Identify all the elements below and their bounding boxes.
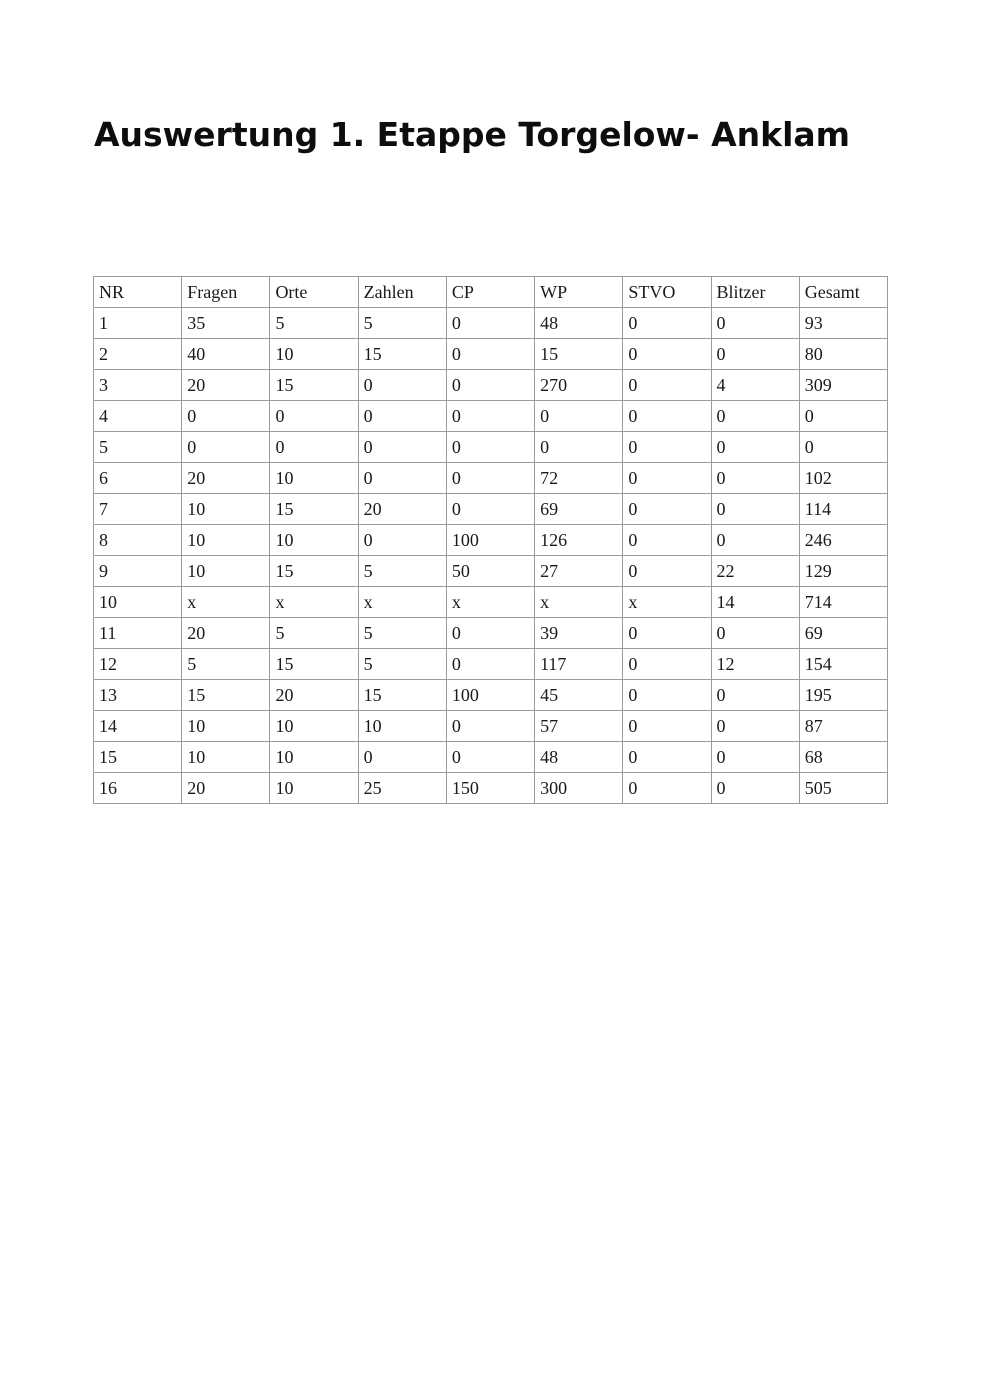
cell-stvo: 0 <box>623 432 711 463</box>
cell-wp: 126 <box>535 525 623 556</box>
cell-blitzer: 0 <box>711 463 799 494</box>
cell-blitzer: 0 <box>711 494 799 525</box>
cell-wp: 69 <box>535 494 623 525</box>
header-cp: CP <box>446 277 534 308</box>
cell-zahlen: 25 <box>358 773 446 804</box>
cell-gesamt: 93 <box>799 308 887 339</box>
cell-gesamt: 195 <box>799 680 887 711</box>
cell-stvo: 0 <box>623 339 711 370</box>
cell-wp: 72 <box>535 463 623 494</box>
cell-orte: 10 <box>270 711 358 742</box>
cell-blitzer: 0 <box>711 401 799 432</box>
cell-fragen: 20 <box>182 463 270 494</box>
cell-wp: 270 <box>535 370 623 401</box>
cell-cp: 0 <box>446 370 534 401</box>
cell-stvo: 0 <box>623 711 711 742</box>
cell-fragen: 40 <box>182 339 270 370</box>
cell-zahlen: x <box>358 587 446 618</box>
cell-fragen: 10 <box>182 711 270 742</box>
table-row <box>94 339 888 370</box>
cell-cp: 0 <box>446 711 534 742</box>
cell-blitzer: 14 <box>711 587 799 618</box>
cell-fragen: x <box>182 587 270 618</box>
header-stvo: STVO <box>623 277 711 308</box>
cell-nr: 3 <box>94 370 182 401</box>
cell-wp: 0 <box>535 432 623 463</box>
table-row <box>94 680 888 711</box>
cell-zahlen: 5 <box>358 556 446 587</box>
cell-fragen: 10 <box>182 525 270 556</box>
cell-zahlen: 5 <box>358 308 446 339</box>
cell-orte: 10 <box>270 773 358 804</box>
cell-nr: 13 <box>94 680 182 711</box>
cell-cp: 100 <box>446 525 534 556</box>
cell-zahlen: 15 <box>358 339 446 370</box>
cell-blitzer: 0 <box>711 432 799 463</box>
header-row <box>94 277 888 308</box>
cell-gesamt: 505 <box>799 773 887 804</box>
cell-gesamt: 129 <box>799 556 887 587</box>
cell-cp: 0 <box>446 401 534 432</box>
cell-stvo: 0 <box>623 649 711 680</box>
cell-fragen: 20 <box>182 618 270 649</box>
cell-blitzer: 4 <box>711 370 799 401</box>
cell-cp: 0 <box>446 742 534 773</box>
cell-blitzer: 0 <box>711 711 799 742</box>
cell-wp: 15 <box>535 339 623 370</box>
cell-cp: x <box>446 587 534 618</box>
cell-fragen: 10 <box>182 742 270 773</box>
table-row <box>94 587 888 618</box>
cell-cp: 0 <box>446 339 534 370</box>
cell-orte: 10 <box>270 742 358 773</box>
table-row <box>94 432 888 463</box>
cell-orte: x <box>270 587 358 618</box>
cell-gesamt: 80 <box>799 339 887 370</box>
cell-nr: 15 <box>94 742 182 773</box>
cell-zahlen: 0 <box>358 370 446 401</box>
cell-stvo: 0 <box>623 556 711 587</box>
cell-wp: 117 <box>535 649 623 680</box>
cell-zahlen: 0 <box>358 525 446 556</box>
cell-orte: 15 <box>270 370 358 401</box>
cell-zahlen: 20 <box>358 494 446 525</box>
cell-gesamt: 714 <box>799 587 887 618</box>
cell-stvo: 0 <box>623 401 711 432</box>
cell-orte: 10 <box>270 463 358 494</box>
cell-stvo: 0 <box>623 494 711 525</box>
cell-wp: x <box>535 587 623 618</box>
cell-orte: 15 <box>270 494 358 525</box>
cell-orte: 0 <box>270 432 358 463</box>
cell-fragen: 10 <box>182 494 270 525</box>
cell-stvo: 0 <box>623 680 711 711</box>
cell-nr: 2 <box>94 339 182 370</box>
header-orte: Orte <box>270 277 358 308</box>
cell-gesamt: 0 <box>799 401 887 432</box>
cell-zahlen: 15 <box>358 680 446 711</box>
cell-fragen: 0 <box>182 401 270 432</box>
cell-orte: 0 <box>270 401 358 432</box>
cell-wp: 57 <box>535 711 623 742</box>
cell-nr: 10 <box>94 587 182 618</box>
cell-gesamt: 246 <box>799 525 887 556</box>
cell-stvo: 0 <box>623 742 711 773</box>
cell-orte: 10 <box>270 525 358 556</box>
cell-blitzer: 22 <box>711 556 799 587</box>
cell-nr: 4 <box>94 401 182 432</box>
table-row <box>94 401 888 432</box>
cell-gesamt: 0 <box>799 432 887 463</box>
cell-fragen: 10 <box>182 556 270 587</box>
header-zahlen: Zahlen <box>358 277 446 308</box>
cell-wp: 48 <box>535 308 623 339</box>
cell-fragen: 35 <box>182 308 270 339</box>
cell-gesamt: 154 <box>799 649 887 680</box>
cell-stvo: 0 <box>623 370 711 401</box>
cell-stvo: 0 <box>623 525 711 556</box>
cell-nr: 12 <box>94 649 182 680</box>
cell-cp: 0 <box>446 432 534 463</box>
cell-fragen: 20 <box>182 370 270 401</box>
cell-blitzer: 0 <box>711 680 799 711</box>
cell-zahlen: 5 <box>358 649 446 680</box>
cell-blitzer: 0 <box>711 525 799 556</box>
cell-orte: 10 <box>270 339 358 370</box>
cell-orte: 15 <box>270 649 358 680</box>
header-blitzer: Blitzer <box>711 277 799 308</box>
table-row <box>94 463 888 494</box>
cell-nr: 8 <box>94 525 182 556</box>
cell-stvo: x <box>623 587 711 618</box>
cell-stvo: 0 <box>623 773 711 804</box>
cell-cp: 100 <box>446 680 534 711</box>
cell-zahlen: 0 <box>358 401 446 432</box>
table-row <box>94 308 888 339</box>
header-fragen: Fragen <box>182 277 270 308</box>
table-header <box>94 277 888 308</box>
table-row <box>94 618 888 649</box>
table-row <box>94 742 888 773</box>
cell-blitzer: 0 <box>711 339 799 370</box>
cell-orte: 20 <box>270 680 358 711</box>
cell-fragen: 20 <box>182 773 270 804</box>
table-row <box>94 494 888 525</box>
table-row <box>94 773 888 804</box>
cell-blitzer: 0 <box>711 773 799 804</box>
cell-cp: 0 <box>446 618 534 649</box>
cell-stvo: 0 <box>623 618 711 649</box>
cell-cp: 0 <box>446 463 534 494</box>
cell-wp: 300 <box>535 773 623 804</box>
cell-cp: 150 <box>446 773 534 804</box>
cell-blitzer: 0 <box>711 308 799 339</box>
results-table <box>93 276 888 804</box>
cell-orte: 5 <box>270 618 358 649</box>
cell-nr: 7 <box>94 494 182 525</box>
cell-wp: 48 <box>535 742 623 773</box>
table-row <box>94 649 888 680</box>
cell-gesamt: 102 <box>799 463 887 494</box>
table-row <box>94 556 888 587</box>
table-row <box>94 370 888 401</box>
cell-fragen: 15 <box>182 680 270 711</box>
cell-cp: 0 <box>446 308 534 339</box>
cell-wp: 27 <box>535 556 623 587</box>
cell-gesamt: 69 <box>799 618 887 649</box>
cell-gesamt: 87 <box>799 711 887 742</box>
header-gesamt: Gesamt <box>799 277 887 308</box>
cell-cp: 0 <box>446 649 534 680</box>
cell-wp: 0 <box>535 401 623 432</box>
table-row <box>94 711 888 742</box>
page-title: Auswertung 1. Etappe Torgelow- Anklam <box>94 115 851 154</box>
cell-zahlen: 0 <box>358 463 446 494</box>
header-nr: NR <box>94 277 182 308</box>
cell-cp: 50 <box>446 556 534 587</box>
cell-nr: 5 <box>94 432 182 463</box>
cell-zahlen: 0 <box>358 742 446 773</box>
cell-fragen: 5 <box>182 649 270 680</box>
cell-wp: 45 <box>535 680 623 711</box>
cell-gesamt: 68 <box>799 742 887 773</box>
cell-orte: 5 <box>270 308 358 339</box>
table-row <box>94 525 888 556</box>
cell-nr: 1 <box>94 308 182 339</box>
cell-wp: 39 <box>535 618 623 649</box>
cell-gesamt: 309 <box>799 370 887 401</box>
cell-blitzer: 12 <box>711 649 799 680</box>
table-body <box>94 308 888 804</box>
cell-nr: 6 <box>94 463 182 494</box>
cell-blitzer: 0 <box>711 618 799 649</box>
cell-nr: 11 <box>94 618 182 649</box>
cell-stvo: 0 <box>623 308 711 339</box>
cell-nr: 14 <box>94 711 182 742</box>
cell-stvo: 0 <box>623 463 711 494</box>
cell-zahlen: 10 <box>358 711 446 742</box>
cell-nr: 9 <box>94 556 182 587</box>
cell-blitzer: 0 <box>711 742 799 773</box>
header-wp: WP <box>535 277 623 308</box>
cell-nr: 16 <box>94 773 182 804</box>
cell-zahlen: 0 <box>358 432 446 463</box>
cell-cp: 0 <box>446 494 534 525</box>
cell-orte: 15 <box>270 556 358 587</box>
cell-gesamt: 114 <box>799 494 887 525</box>
cell-fragen: 0 <box>182 432 270 463</box>
cell-zahlen: 5 <box>358 618 446 649</box>
